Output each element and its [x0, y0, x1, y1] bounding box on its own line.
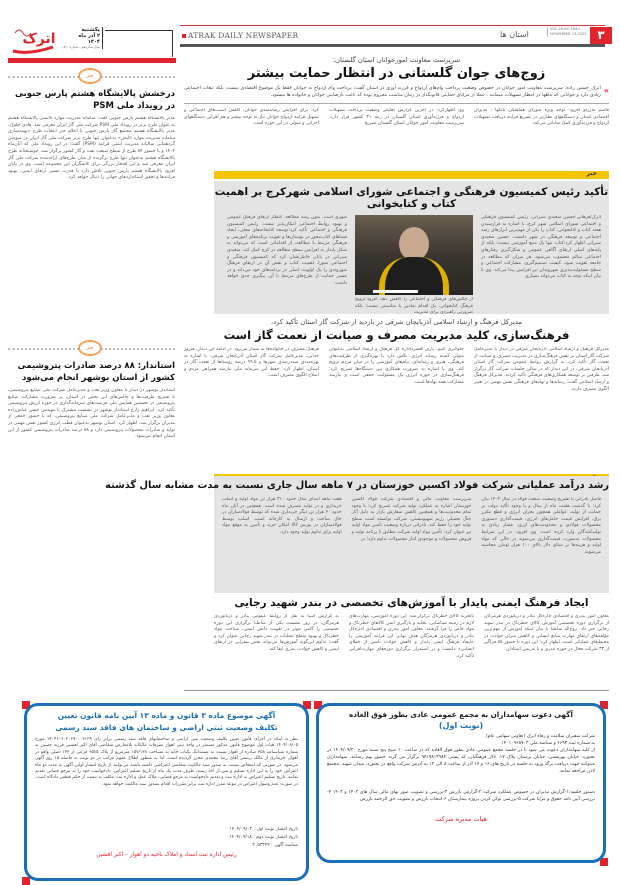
news-separator	[8, 70, 175, 82]
lead-story	[184, 56, 609, 134]
section-title: استان ها	[500, 30, 529, 39]
port-story	[214, 597, 609, 696]
lead-paragraph: اترک_حسین زاده: سرپرست معاونت امور جوانان در خصوص وضعیت پرداخت وام‌های ازدواج و فرزند آوری در استان گفت: پرداخت وام ازدواج به جوانان فقط یک موضوع اقتصادی نیست، بلکه تبعات اجتماعی زیادی دارد و جوانانی که ماهها در انتظار تسهیلات میمانند ، عملا از مزایای حمایتی قانونگذار در زمان مناسب محروم بوده که باعث نارضایتی جوانان و خانواده ها میشود.	[184, 86, 601, 98]
shareholders-meeting-ad	[316, 703, 606, 863]
gas-col: جلوگیری کنیم. یاری افشرد‌اداره کل فرهنگ و ارشاد اسلامی به‌عنوان متولی کمیته رسانه انرژی، تلاش دارد با بهره‌گیری از ظرفیت‌های فرهنگی، هنری و رسانه‌ای، پیام‌های آموزشی را در میان مردم ترویج کند. وی با اشاره به ضرورت همکاری بین دستگاه‌ها تصریح کرد: فرهنگ‌سازی در حوزه انرژی یک مسئولیت جمعی است و نیازمند مشارکت همه نهادها است.	[329, 347, 464, 385]
news-badge: خبر	[78, 68, 102, 84]
gas-col: مدیرکل فرهنگ و ارشاد اسلامی آذربایجان شرقی در دیدار با مدیرعامل شرکت گاز استان بر نقش فرهنگ‌سازی در مدیریت مصرف و صیانت از نعمت گاز تأکید کرد. به گزارش روابط عمومی شرکت گاز استان آذربایجان شرقی، در این دیدار که در سالن جلسات شرکت گاز برگزار شد، طرفین بر توسعه همکاری‌های فرهنگی تأکید کردند. مدیرکل فرهنگ و ارشاد اسلامی گفت: رسانه‌ها و نهادهای فرهنگی نقش مهمی در تغییر الگوی مصرف دارند.	[474, 347, 609, 392]
ad-id: شناسه آگهی : ۲۰۵۳۳۴۴	[252, 843, 298, 848]
ad-body: از کلیه سهامداران دعوت می شود تا در جلسه مجمع عمومی عادی بطور فوق العاده که در ساعت ۱۰ صبح پنج شنبه مورخ ۱۴۰۴/۰۹/۲۰ در بجنورد، خیابان بهزیستی، خیابان پرستار، پلاک ۱۷، تالار فرهنگیان، کد پستی ۹۴۱۷۸۱۳۹۸۴ برگزار می گردد حضور بهم رسانند. سهامداران میتوانند جهت دریافت برگه ورود به جلسه در تاریخ های ۱۶ و ۱۷ آذر از ساعت ۸ الی ۱۲ به آدرس شرکت واقع در بجنورد، میدان شهید، مجتمع لادن مراجعه نمایند.	[327, 748, 595, 774]
paper-name-en: ATRAK DAILY NEWSPAPER	[182, 31, 298, 40]
logo-icon	[9, 25, 69, 55]
steel-col: هفت ماهه ابتدای سال حدود ۳۱۰ هزار تن مواد اولیه و اسلب خریداری و در تولید مصرف شده است. همچنین در آبان ماه حدود ۷۰ هزار تن دیگر خریداری شده که توسط فولادسازان در حال ساخت و ارسال به کارخانه است. اسلب توسط فولادسازان در بورس کالا امکان خرید و تأمین به موقع مواد اولیه برای تداوم تولید وجود دارد.	[221, 497, 342, 535]
company-reg: به شماره ثبت ۶۶۹۳ و شناسه ملی ۱۴۰۱۰۹۶۸۷۰۳	[501, 741, 595, 746]
svg-text:اترک: اترک	[22, 31, 56, 47]
date-en: NOVEMBER 23,2025	[550, 32, 587, 36]
volume-info	[547, 27, 589, 37]
port-col: به گزارش اسپا به نقل از روابط عمومی بنادر و دریانوردی هرمزگان، در روز نشست یکی از شاطبا برگزاری این دوره تخصصی را گامی موثر در تقویت دانش ایمنی، شناخت مواد خطرناک و بهبود سطح عملیات در بندر شهید رجایی عنوان کرد و گفت: تداوم این‌گونه آموزش‌ها می‌تواند نقش بسزایی در ارتقای ایمنی و کاهش حوادث بندری ایفا کند.	[214, 614, 339, 652]
steel-headline: رشد درآمد عملیاتی شرکت فولاد اکسین خوزستان در ۷ ماهه سال جاری نسبت به مدت مشابه سال گذشته	[105, 480, 609, 491]
lead-quote-icon: «	[603, 86, 609, 95]
ad-signature: هیات مدیره شرکت	[435, 815, 487, 823]
steel-col: فاضل نادرانی با تشریح وضعیت صنعت فولاد در سال ۱۴۰۴ بیان کرد: با گذشت هشت ماه از سال و با وجود تأکید دولت بر حمایت از تولید، عواملی همچون بحران انرژی و قطع مکرر برق، افزایش قیمت حامل‌های انرژی، قیمت‌گذاری دستوری محصولات فولادی و محدودیت‌های ارزی، فشار زیادی به تولیدکنندگان وارد کرده است. وی افزود: در این شرایط محصولات به‌صورت قیمت‌گذاری می‌شوند در حالی که مواد اولیه و هزینه‌ها بر مبنای دلار بالای ۱۰۰ هزار تومان محاسبه می‌شوند.	[481, 497, 602, 555]
ad-agenda: دستور جلسه:۱-گزارش مدیران در خصوص عملکرد شرکت ۲-گزارش بازرس ۳-بررسی و تصویب صور تهای مالی سال های ۱۴۰۲ و ۱۴۰۳ ۴-بررسی آیین نامه حقوق و مزایا شرکت ۵-بررسی توکن کردن پروژه بیمارستان ۶-انتخاب بازرس و تصویب حق الزحمه بازرس	[327, 790, 595, 802]
ad-title: آگهی موضوع ماده ۳ قانون و ماده ۱۳ آیین نامه قانون تعیین تکلیف وضعیت ثبتی اراضی و ساختمان های فاقد سند رسمی	[55, 711, 278, 732]
ad-body: نظر به اینکه در اجرای قانون تعیین تکلیف وضعیت ثبتی اراضی و ساختمانهای فاقد سند رسمی برابر رای ۱۴۰۴۶۰۳۰۲۰۶۹۰۰۰۳۱۲۹ مورخ ۱۴۰۴/۰۸/۰۵ هیات اول موضوع قانون مذکور مستقر در واحد ثبتی اهواز تصرفات مالکانه بلامعارض متقاضی آقای اکبر افشین فرزند حسین به شماره شناسنامه ۳۵۸ صادره از اهواز نسبت به ششدانگ یکباب خانه به مساحت ۱۵۷/۱۳۸ مترمربع از پلاک ۳۵۸۵ فرعی از ۱۴۲ اصلی واقع در اهواز، خریداری از مالک رسمی آقای رضا محمدی محرز گردیده است. لذا به منظور اطلاع عموم مراتب در دو نوبت به فاصله ۱۵ روز آگهی می‌شود. در صورتی که اشخاص نسبت به صدور سند مالکیت متقاضی اعتراضی داشته باشند می‌توانند از تاریخ انتشار اولین آگهی به مدت دو ماه اعتراض خود را به این اداره تسلیم و پس از اخذ رسید، ظرف مدت یک ماه از تاریخ تسلیم اعتراض، دادخواست خود را به مرجع قضایی تقدیم نمایند. تاریخ تسلیم اعتراض به اداره ثبت و تقدیم دادخواست به مرجع قضایی، ملاک عمل و اداره ثبت مکلف به تبعیت از حکم قطعی دادگاه است. در صورت عدم وصول اعتراض در موعد مقرر اداره ثبت برابر مقررات اقدام بصدور سند مالکیت خواهد نمود.	[35, 737, 298, 787]
lead-headline: زوج‌های جوان گلستانی در انتظار حمایت بیشتر	[247, 66, 546, 81]
photo-caption: از چالش‌های فرهنگی و اجتماعی را کاهش دهد، افزود:ترویج فرهنگ کتابخوانی، یک اقدام نمادین یا مناسبتی نیست؛ بلکه ضرورتی راهبردی برای مدیریت	[355, 297, 473, 315]
karaj-headline: تأکید رئیس کمیسیون فرهنگی و اجتماعی شورای اسلامی شهرکرج بر اهمیت کتاب و کتابخوانی	[214, 186, 609, 210]
port-col: باتجربه‌ کالای خطرناک برگزار شد. این دوره آموزشی، مهارت‌های لازم در زمینه شناسایی، تخلیه و بارگیری ایمن کالاهای خطرناک و مواد خاص را فرا گرفتند. معاون امور بندری و اقتصادی اداره‌کل بنادر و دریانوردی هرمزگان هدف نهایی این فرایند آموزشی را «ایجاد فرهنگ ایمنی پایدار و کاهش حوادث ناشی از خطای انسانی» دانست و بر استمرار برگزاری دوره‌های مهارت‌افزایی تأکید کرد.	[349, 614, 474, 659]
lead-col: کرد: برای افزایش رضایتمندی جوانان، کاهش آسیب‌های اجتماعی و تسهیل فرایند ازدواج جوانان نیاز به توجه بیشتر و هم افزایی دستگاههای اجرایی و متولی در این حوزه است.	[184, 108, 319, 127]
karaj-story	[214, 181, 609, 314]
page-number: ۳	[590, 27, 612, 44]
pub-date-2: تاریخ انتشار نوبت دوم : ۱۴۰۴/۰۹/۱۸	[228, 835, 298, 840]
left-red-bar	[8, 58, 176, 63]
ad-signature: رئیس اداره ثبت اسناد و املاک ناحیه دو اهواز – اکبر افشین	[96, 852, 237, 858]
story-body: مدیر پالایشگاه هشتم پارس جنوبی گفت: سامانه مدیریت موارد ناایمنی پالایشگاه هشتم به عنوان طرح برتر در رویداد ملی PSM شرکت ملی گاز ایران معرفی شد. هادی چلوک، مدیر پالایشگاه هشتم مجتمع گاز پارس جنوبی با اعلام خبر انتخاب طرح «بهینه‌سازی سامانه مدیریت موارد ناایمن» به‌عنوان تنها طرح برتر شرکت ملی گاز ایران در سومین گردهمایی سالیانه مدیریت ایمنی فرایند (PSM) گفت: در این رویداد ملی که آبان‌ماه ۱۴۰۴ و با حضور ۸۴ طرح از سطح صنعت نفت و گاز کشور برگزار شد، خوشبختانه طرح پالایشگاه هشتم به‌عنوان تنها طرح برگزیده از میان طرح‌های ارائه‌شده شرکت ملی گاز ایران معرفی شد و این افتخار بزرگی برای تلاشگران این مجموعه است. وی در پایان افزود پالایشگاه هشتم پارس جنوبی تلاش دارد با قدرت مسیر ارتقای ایمنی، بهبود فرایندها و تحقق استانداردهای جهانی را دنبال خواهد کرد.	[8, 116, 175, 181]
atrak-logo	[9, 25, 69, 55]
ad-subtitle: (نوبت اول)	[438, 721, 484, 730]
steel-story	[105, 476, 609, 593]
lead-col: وی اظهارکرد: در آخرین گزارش تحلیلی وضعیت پرداخت تسهیلات ازدواج و فرزندآوری استان گلستان در رتبه ۳۱ کشور قرار دارد. سرپرست معاونت امور جوانان استان گلستان تصریح	[329, 108, 465, 127]
story-headline: درخشش پالایشگاه هشتم پارس جنوبی در رویداد ملی PSM	[15, 89, 175, 111]
left-column	[8, 66, 175, 610]
lead-col: قاسم مازرلو افزود: توجه ویژه شورای هماهنگی بانکها ، مدیران اقتصادی استان و دستگاههای نظارتی در تسریع فرایند دریافت تسهیلات ازدواج و فرزندآوری کمک شایانی می‌کند.	[474, 108, 609, 127]
header-top-rule	[180, 25, 605, 26]
volume-number: VOL.16,NO.1840	[550, 27, 580, 31]
news-separator	[8, 342, 175, 354]
masthead-frame	[105, 30, 173, 57]
header-rule	[180, 44, 605, 47]
company-name: شرکت سفیران سلامت و رفاه اترک (تعاونی سهامی عام)	[485, 734, 595, 739]
news-badge: خبر	[78, 340, 102, 356]
ad-title: آگهی دعوت سهامداران به مجمع عمومی عادی بطور فوق العاده	[349, 710, 573, 719]
date-fa: ۲ آذر ماه ۱۴۰۴	[78, 33, 100, 45]
issue-line: سال شانزدهم - شماره ۱۸۴۰	[61, 45, 100, 49]
port-headline: ایجاد فرهنگ ایمنی پایدار با آموزش‌های تخصصی در بندر شهید رجایی	[234, 597, 589, 609]
legal-notice-ad	[24, 703, 309, 881]
news-tag: خبر	[586, 170, 597, 177]
karaj-col-right: اترک/فرهانی:حسین سعیدی سیرانی، رئیس کمیسیون فرهنگی و اجتماعی شورای اسلامی شهر کرج، با اشاره به فرارسیدن هفته کتاب و کتابخوانی، کتاب را یکی از مهم‌ترین ابزارهای رشد اجتماعی و توسعه فرهنگی در شهر دانست. حسین سعیدی سیرانی اظهار کرد:کتاب تنها یک منبع آموزشی نیست؛ بلکه از پایه‌های اصلی ارتقای آگاهی عمومی و شکل‌گیری رفتارهای اجتماعی سالم محسوب می‌شود. هر میزان که مطالعه در جامعه تقویت شود، کیفیت تصمیم‌گیری، مشارکت اجتماعی و سطح مسئولیت‌پذیری شهروندان نیز افزایش پیدا می‌کند. وی با بیان اینکه توجه به کتاب می‌تواند بسیاری	[481, 215, 601, 280]
news-bar	[214, 171, 609, 179]
steel-col: سرپرست معاونت مالی و اقتصادی شرکت فولاد اکسین خوزستان اشاره به عملکرد تولید شرکت تصریح کرد: با وجود تمام محدودیت‌ها و همچنین کاهش سفارش بازار به دلیل آثار جنگ تحمیلی رژیم صهیونیستی، شرکت توانسته است سطح تولید خود را حفظ کند. نادرانی درباره وضعیت تأمین مواد اولیه نیز عنوان کرد: تأمین مواد اولیه شرکت مطابق با برنامه تولید و فروش محصولات و موجودی انبار محصولات تداوم دارد؛ در	[351, 497, 472, 542]
divider	[184, 690, 609, 691]
lead-kicker: سرپرست معاونت امورجوانان استان گلستان:	[332, 56, 461, 64]
person-head	[399, 227, 429, 261]
story-body: استاندار بوشهر در دیدار با معاون وزیر نفت و مدیرعامل شرکت ملی صنایع پتروشیمی، با تشریح ظرفیت‌ها و چالش‌های این بخش در استان، بر ضرورت مشارکت صنایع پتروشیمی در نخستین همایش ملی فرصت‌های سرمایه‌گذاری در حوزه ارزش پتروشیمی تأکید کرد. ابراهیم زارع استاندار بوشهر در نشست مشترک با مهندس حسن عباس‌زاده معاون وزیر نفت و مدیرعامل شرکت ملی صنایع پتروشیمی، که با حضور جمعی از مدیران برگزار شد، اظهار کرد: استان بوشهر به‌عنوان قطب انرژی کشور نقش مهمی در تولید و صادرات محصولات پتروشیمی دارد و ۸۸ درصد صادرات پتروشیمی کشور از این استان انجام می‌شود.	[8, 388, 175, 440]
gas-story	[184, 318, 609, 467]
pub-date-1: تاریخ انتشار نوبت اول : ۱۴۰۴/۰۹/۰۲	[229, 827, 298, 832]
masthead-logo-block	[5, 25, 175, 57]
day-name: یکشنبه	[81, 27, 100, 33]
karaj-col-left: شهری است. بدون رشد مطالعه، انتظار ارتقای فرهنگ عمومی و بهبود روابط اجتماعی امکان‌پذیر نیست. رئیس کمیسیون فرهنگی و اجتماعی تأکید کرد:توسعه کتابخانه‌های محلی، ایجاد فضاهای کتاب‌محور در بوستان‌ها و تقویت برنامه‌های آموزشی و فرهنگی مرتبط با مطالعه، از اقداماتی است که می‌تواند به شکل پایدار به افزایش سطح مطالعه در کرج کمک کند. سعیدی سیرانی در پایان خاطرنشان کرد که کمیسیون فرهنگی و اجتماعی شورا، اهمیت کتاب و نقش آن در ارتقای فرهنگ شهروندی را یک اولویت اصلی در برنامه‌های خود می‌داند و در مسیر حمایت از طرح‌های مرتبط با آن، پیگیری جدی خواهد داشت.	[227, 215, 347, 286]
port-col: معاون امور بندری و اقتصادی اداره‌کل بنادر و دریانوردی هرمزگان از برگزاری دوره تخصصی آموزش کالای خطرناک در بندر شهید رجایی خبر داد. روح‌اله شاطبا با بیان اینکه آموزش از مهم‌ترین مؤلفه‌های ارتقای مهارت منابع انسانی و کاهش میزان حوادث در محیط‌های عملیاتی است، اظهار کرد: این دوره با حضور ۸۵ فراگیر از ۳۳ شرکت فعال در حوزه بندری و با تدریس استادان	[484, 614, 609, 652]
gas-headline: فرهنگ‌سازی، کلید مدیریت مصرف و صیانت از نعمت گاز است	[223, 328, 570, 342]
story-headline: استاندار: ۸۸ درصد صادرات پتروشیمی کشور از استان بوشهر انجام می‌شود	[17, 361, 175, 383]
gas-col: فرهنگ مصرف در خانواده‌ها به شمار می‌رود. در ادامه این دیدار، فیروز خدایی، مدیرعامل شرکت گاز استان آذربایجان شرقی، با اشاره به بهره‌مندی صددرصدی شهرها و ۹۹.۵ درصد روستاها از نعمت گاز در استان، اظهار کرد: حفظ این سرمایه ملی نیازمند همراهی مردم و اصلاح الگوی مصرف است.	[184, 347, 319, 379]
official-photo	[355, 215, 473, 295]
gas-kicker: مدیرکل فرهنگ و ارشاد اسلامی آذربایجان شرقی در بازدید از شرکت گاز استان تأکید کرد،	[270, 318, 523, 326]
